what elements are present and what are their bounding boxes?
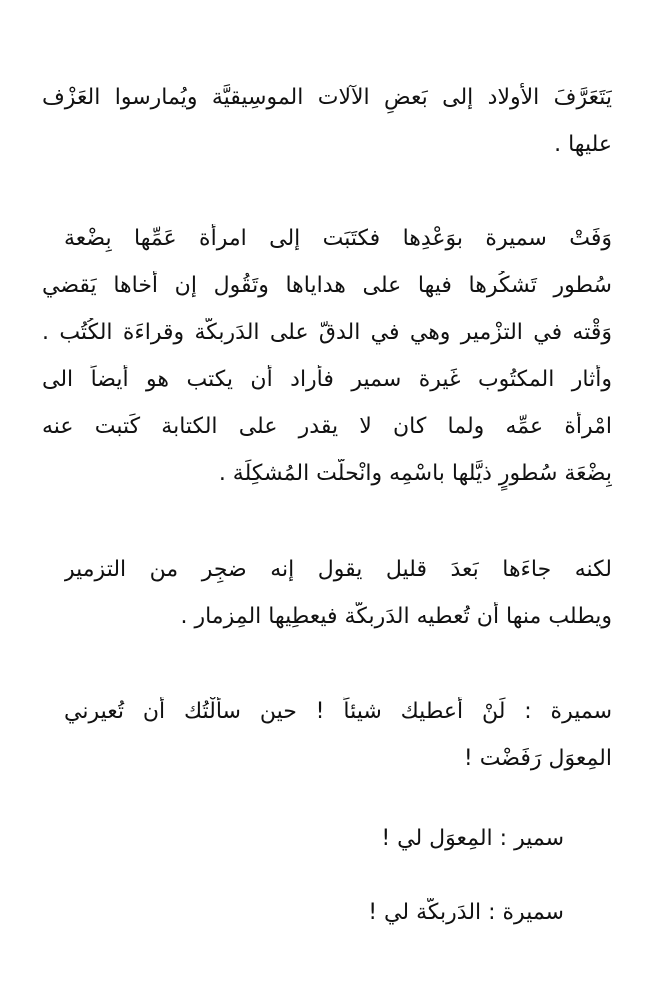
paragraph-3-line-1: لكنه جاءَها بَعدَ قليل يقول إنه ضجِر من التزمير	[64, 557, 612, 582]
paragraph-2-line-1: وَفَتْ سميرة بوَعْدِها فكتَبَت إلى امرأة عَمِّها بِضْعة	[64, 226, 612, 251]
paragraph-2-line-2: سُطور تَشكُرها فيها على هداياها وتَقُول إن أخاها يَقضي	[42, 273, 612, 298]
paragraph-3-line-2: ويطلب منها أن تُعطيه الدَربكَّة فيعطِيها المِزمار .	[180, 604, 612, 629]
paragraph-2-line-5: امْرأة عمِّه ولما كان لا يقدر على الكتابة كَتبت عنه	[42, 414, 612, 439]
paragraph-2-line-3: وَقْته في التزْمير وهي في الدقّ على الدَربكَّة وقراءَة الكُتُب .	[42, 320, 612, 345]
paragraph-2-line-6: بِضْعَة سُطورٍ ذيَّلها باسْمِه وانْحلَّت المُشكِلَة .	[218, 461, 612, 486]
paragraph-1-line-2: عليها .	[554, 132, 612, 157]
paragraph-2-line-4: وأثار المكتُوب غَيرة سمير فأَراد أن يكتب هو أيضاً الى	[42, 367, 612, 392]
dialogue-samir: سمير : المِعوَل لي !	[381, 826, 564, 851]
dialogue-samira-final: سميرة : الدَربكَّة لي !	[368, 900, 564, 925]
dialogue-samira-line-2: المِعوَل رَفَضْت !	[463, 746, 612, 771]
paragraph-1-line-1: يَتَعَرَّفَ الأَولاد إلى بَعضِ الآلات الموسِيقيَّة ويُمارسوا العَزْف	[42, 85, 612, 110]
dialogue-samira-line-1: سميرة : لَنْ أُعطيك شيئاً ! حين سأَلْتُك أن تُعيرني	[64, 699, 612, 724]
